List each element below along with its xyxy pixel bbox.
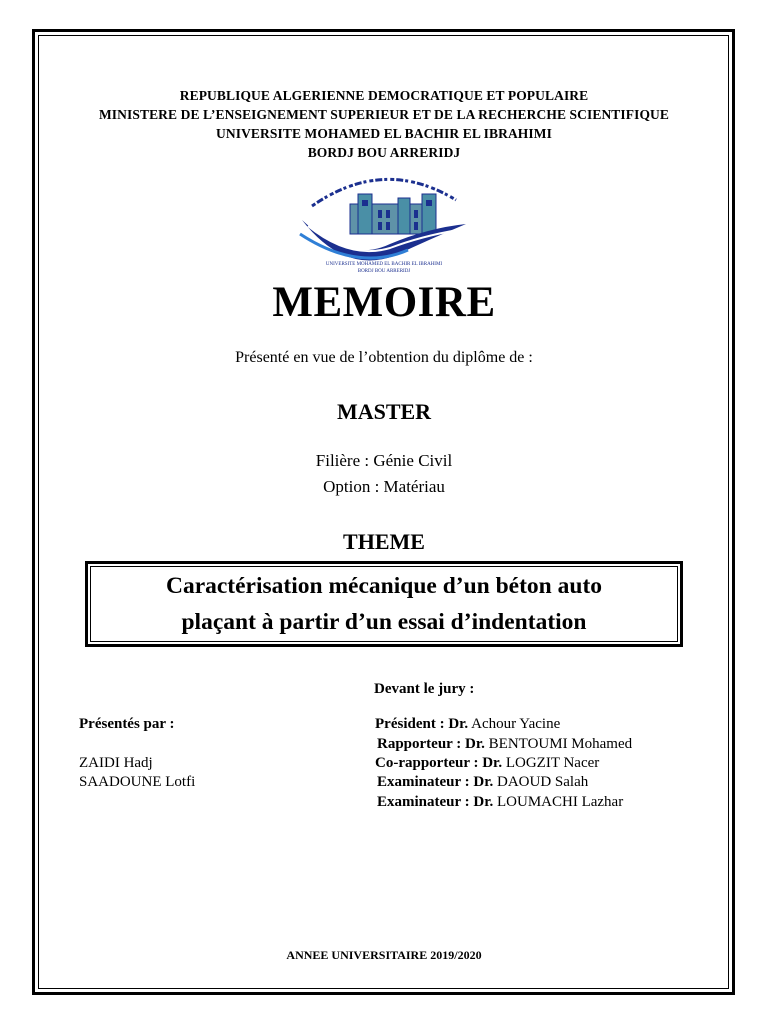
student-1: ZAIDI Hadj (79, 755, 153, 771)
academic-year: ANNEE UNIVERSITAIRE 2019/2020 (286, 948, 482, 962)
degree-name: MASTER (336, 399, 432, 424)
logo-caption-2: BORDJ BOU ARRERIDJ (357, 269, 411, 274)
student-2: SAADOUNE Lotfi (79, 774, 196, 790)
presented-by-label: Présentés par : (79, 716, 175, 732)
document-title: MEMOIRE (272, 279, 496, 326)
university-logo (298, 164, 470, 274)
logo-caption-1: UNIVERSITE MOHAMED EL BACHIR EL IBRAHIMI (325, 262, 443, 267)
jury-member-rapporteur: Rapporteur : Dr. BENTOUMI Mohamed (377, 736, 633, 752)
theme-title-line1: Caractérisation mécanique d’un béton auto (165, 573, 603, 599)
header-republic: REPUBLIQUE ALGERIENNE DEMOCRATIQUE ET POPULAIRE (179, 88, 589, 103)
building-icon (350, 194, 436, 234)
jury-label: Devant le jury : (374, 681, 475, 697)
jury-member-corapporteur: Co-rapporteur : Dr. LOGZIT Nacer (375, 755, 600, 771)
document-subtitle: Présenté en vue de l’obtention du diplôme de : (235, 349, 533, 366)
header-city: BORDJ BOU ARRERIDJ (307, 145, 461, 160)
theme-title-line2: plaçant à partir d’un essai d’indentation (181, 609, 587, 635)
jury-member-examiner-1: Examinateur : Dr. DAOUD Salah (377, 774, 589, 790)
option-specialty: Option : Matériau (323, 477, 445, 496)
theme-box (90, 566, 678, 642)
field-of-study: Filière : Génie Civil (315, 451, 453, 470)
theme-label: THEME (343, 529, 425, 554)
header-ministry: MINISTERE DE L’ENSEIGNEMENT SUPERIEUR ET DE LA RECHERCHE SCIENTIFIQUE (98, 107, 670, 122)
jury-member-examiner-2: Examinateur : Dr. LOUMACHI Lazhar (377, 794, 624, 810)
header-university: UNIVERSITE MOHAMED EL BACHIR EL IBRAHIMI (216, 126, 552, 141)
jury-member-president: Président : Dr. Achour Yacine (375, 716, 561, 732)
